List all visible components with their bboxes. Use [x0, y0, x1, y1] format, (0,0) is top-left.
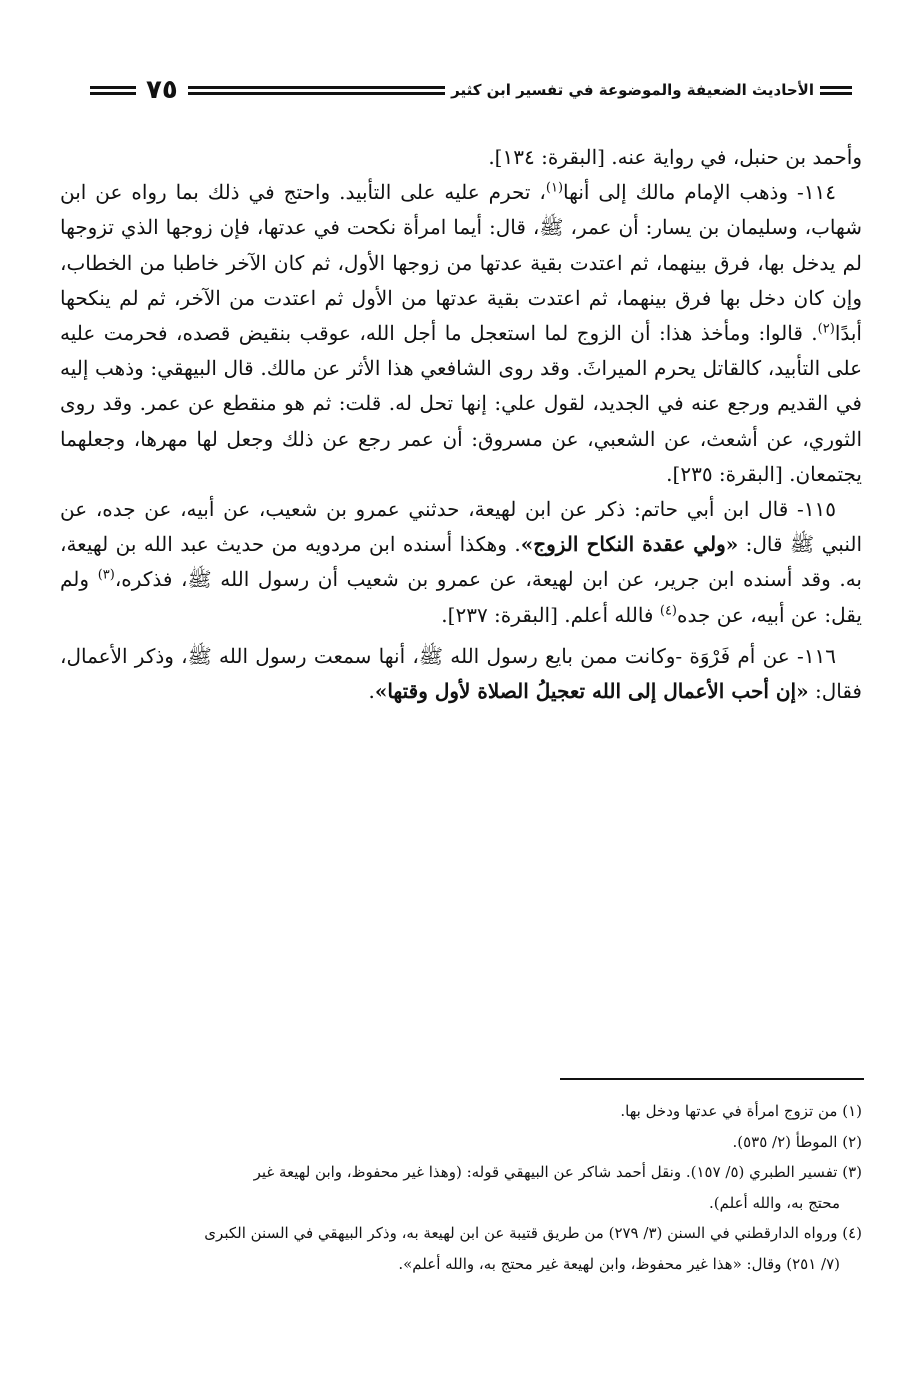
hadith-quote-116: «إن أحب الأعمال إلى الله تعجيلُ الصلاة لأول وقتها»	[374, 679, 809, 704]
header-rule-left	[90, 86, 136, 95]
paragraph-continuation	[60, 140, 862, 175]
running-header	[90, 72, 852, 108]
paragraph-116-text-a: ١١٦- عن أم فَرْوَة -وكانت ممن بايع رسول الله ﷺ، أنها سمعت رسول الله ﷺ، وذكر الأعمال، فقال:	[60, 643, 862, 704]
footnote-ref-2[interactable]: (٢)	[817, 321, 835, 337]
footnote-2: (٢) الموطأ (٢/ ٥٣٥).	[732, 1132, 862, 1151]
header-rule-right	[820, 86, 852, 95]
footnote-separator	[560, 1078, 864, 1080]
footnote-1: (١) من تزوج امرأة في عدتها ودخل بها.	[620, 1102, 862, 1120]
footnote-4: (٤) ورواه الدارقطني في السنن (٣/ ٢٧٩) من طريق قتيبة عن ابن لهيعة به، وذكر البيهقي في السنن الكبرى	[204, 1224, 862, 1242]
paragraph-115-text-d: فالله أعلم. [البقرة: ٢٣٧].	[441, 602, 660, 627]
footnotes	[60, 1096, 862, 1279]
paragraph-114-text-a: ١١٤- وذهب الإمام مالك إلى أنها	[563, 180, 836, 205]
footnote-4-continuation: (٧/ ٢٥١) وقال: «هذا غير محفوظ، وابن لهيعة غير محتج به، والله أعلم».	[398, 1254, 840, 1273]
paragraph-114	[60, 175, 862, 492]
paragraph-115-text-b: . وهكذا أسنده ابن مردويه من حديث عبد الله بن لهيعة، به. وقد أسنده ابن جرير، عن ابن لهيعة، عن عمرو بن شعيب أن رسول الله ﷺ، فذكره،	[60, 532, 863, 592]
hadith-quote-115: «ولي عقدة النكاح الزوج»	[520, 532, 739, 557]
paragraph-114-text-c: . قالوا: ومأخذ هذا: أن الزوج لما استعجل ما أجل الله، عوقب بنقيض قصده، فحرمت عليه على التأبيد، كالقاتل يحرم الميراثَ. وقد روى الشافعي هذا الأثر عن مالك. قال البيهقي: وذهب إليه في القديم ورجع عنه في الجديد، لقول علي: إنها تحل له. قلت: ثم هو منقطع عن عمر. وقد روى الثوري، عن أشعث، عن الشعبي، عن مسروق: أن عمر رجع عن ذلك وجعل لها مهرها، وجعلهما يجتمعان. [البقرة: ٢٣٥].	[60, 321, 862, 486]
continuation-text: وأحمد بن حنبل، في رواية عنه. [البقرة: ١٣٤].	[488, 145, 862, 169]
footnote-ref-1[interactable]: (١)	[545, 180, 564, 196]
paragraph-115	[60, 492, 862, 633]
footnote-3-continuation: محتج به، والله أعلم).	[709, 1193, 840, 1212]
header-title: الأحاديث الضعيفة والموضوعة في تفسير ابن كثير	[451, 81, 814, 99]
paragraph-114-text-b: ، تحرم عليه على التأبيد. واحتج في ذلك بما رواه عن ابن شهاب، وسليمان بن يسار: أن عمر، ﷺ، قال: أيما امرأة نكحت في عدتها، فإن زوجها الذي تزوجها لم يدخل بها، فرق بينهما، ثم اعتدت بقية عدتها من زوجها الأول، ثم كان الآخر خاطبا من الخطاب، وإن كان دخل بها فرق بينهما، ثم اعتدت بقية عدتها من الأول ثم اعتدت من الآخر، ثم لم ينكحها أبدًا	[60, 180, 862, 346]
paragraph-116-text-b: .	[368, 679, 375, 704]
page-number: ٧٥	[146, 75, 178, 105]
footnote-3: (٣) تفسير الطبري (٥/ ١٥٧). ونقل أحمد شاكر عن البيهقي قوله: (وهذا غير محفوظ، وابن لهيعة غير	[253, 1163, 862, 1181]
paragraph-115-text-c: ولم يقل: عن أبيه، عن جده	[60, 567, 862, 627]
header-rule-center	[188, 86, 445, 95]
footnote-ref-3[interactable]: (٣)	[97, 567, 115, 583]
footnote-ref-4[interactable]: (٤)	[659, 602, 677, 618]
paragraph-115-text-a: ١١٥- قال ابن أبي حاتم: ذكر عن ابن لهيعة، حدثني عمرو بن شعيب، عن أبيه، عن جده، عن النبي ﷺ قال:	[60, 497, 863, 557]
paragraph-116	[60, 639, 862, 709]
main-text	[60, 140, 862, 709]
